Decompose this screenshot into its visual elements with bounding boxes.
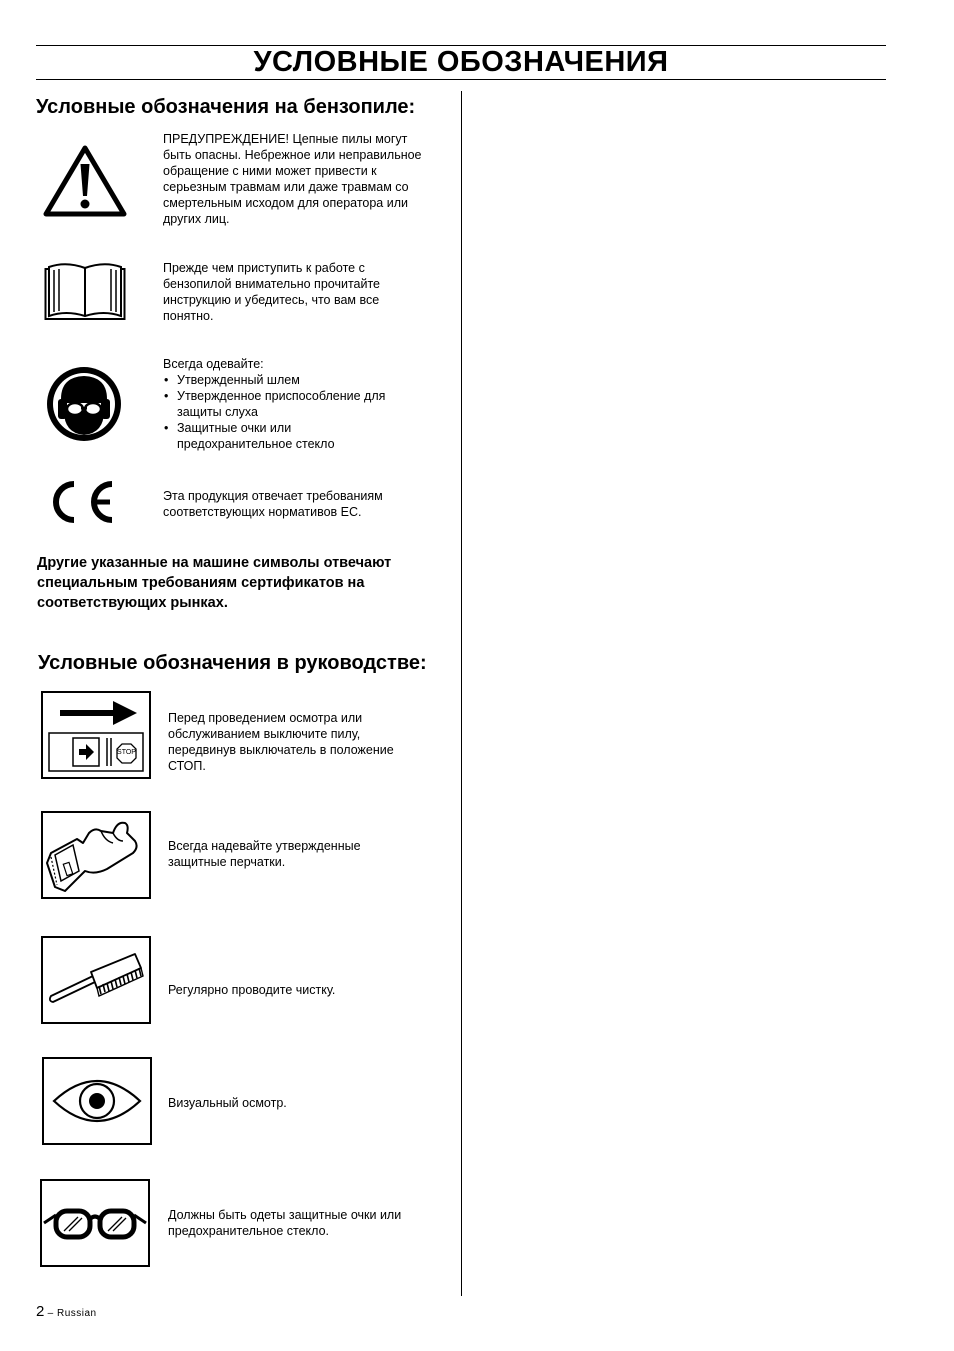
list-item: • Утвержденный шлем (163, 372, 453, 388)
page-number: 2 (36, 1303, 45, 1320)
protective-equipment-intro: Всегда одевайте: (163, 357, 264, 371)
ce-text: Эта продукция отвечает требованиям соответствующих нормативов ЕС. (163, 489, 383, 519)
section-heading-saw-symbols: Условные обозначения на бензопиле: (36, 96, 416, 118)
glasses-text: Должны быть одеты защитные очки или предохранительное стекло. (168, 1208, 402, 1238)
list-item: • Защитные очки или предохранительное стекло (163, 420, 453, 452)
ce-mark-icon (50, 479, 116, 525)
page-title: УСЛОВНЫЕ ОБОЗНАЧЕНИЯ (253, 46, 669, 78)
safety-glasses-icon (40, 1179, 150, 1267)
eye-inspection-icon (42, 1057, 152, 1145)
column-divider (461, 91, 462, 1296)
cleaning-text: Регулярно проводите чистку. (168, 983, 336, 997)
cleaning-brush-icon (41, 936, 151, 1024)
section-heading-manual-symbols: Условные обозначения в руководстве: (38, 652, 427, 674)
eye-text: Визуальный осмотр. (168, 1096, 287, 1110)
stop-label: STOP (117, 749, 136, 756)
stop-switch-text: Перед проведением осмотра или обслуживанием выключите пилу, передвинув выключатель в положение СТОП. (168, 711, 394, 773)
glove-text: Всегда надевайте утвержденные защитные перчатки. (168, 839, 361, 869)
warning-text: ПРЕДУПРЕЖДЕНИЕ! Цепные пилы могут быть опасны. Небрежное или неправильное обращение с ними может привести к серьезным травмам или даже травмам со смертельным исходом для оператора или других лиц. (163, 132, 422, 226)
footer-language: Russian (56, 1308, 97, 1319)
list-item: • Утвержденное приспособление для защиты слуха (163, 388, 453, 420)
protective-glove-icon (41, 811, 151, 899)
manual-book-icon (44, 261, 126, 321)
protective-equipment-list (163, 356, 453, 452)
page-footer (36, 1302, 97, 1324)
stop-switch-icon (41, 691, 151, 779)
manual-text: Прежде чем приступить к работе с бензопилой внимательно прочитайте инструкцию и убедитесь, что вам все понятно. (163, 261, 381, 323)
protective-equipment-icon (45, 365, 123, 443)
header-bottom-rule (36, 79, 886, 80)
warning-triangle-icon (42, 144, 128, 218)
market-note: Другие указанные на машине символы отвечают специальным требованиям сертификатов на соответствующих рынках. (37, 555, 392, 611)
footer-separator: – (44, 1308, 57, 1319)
